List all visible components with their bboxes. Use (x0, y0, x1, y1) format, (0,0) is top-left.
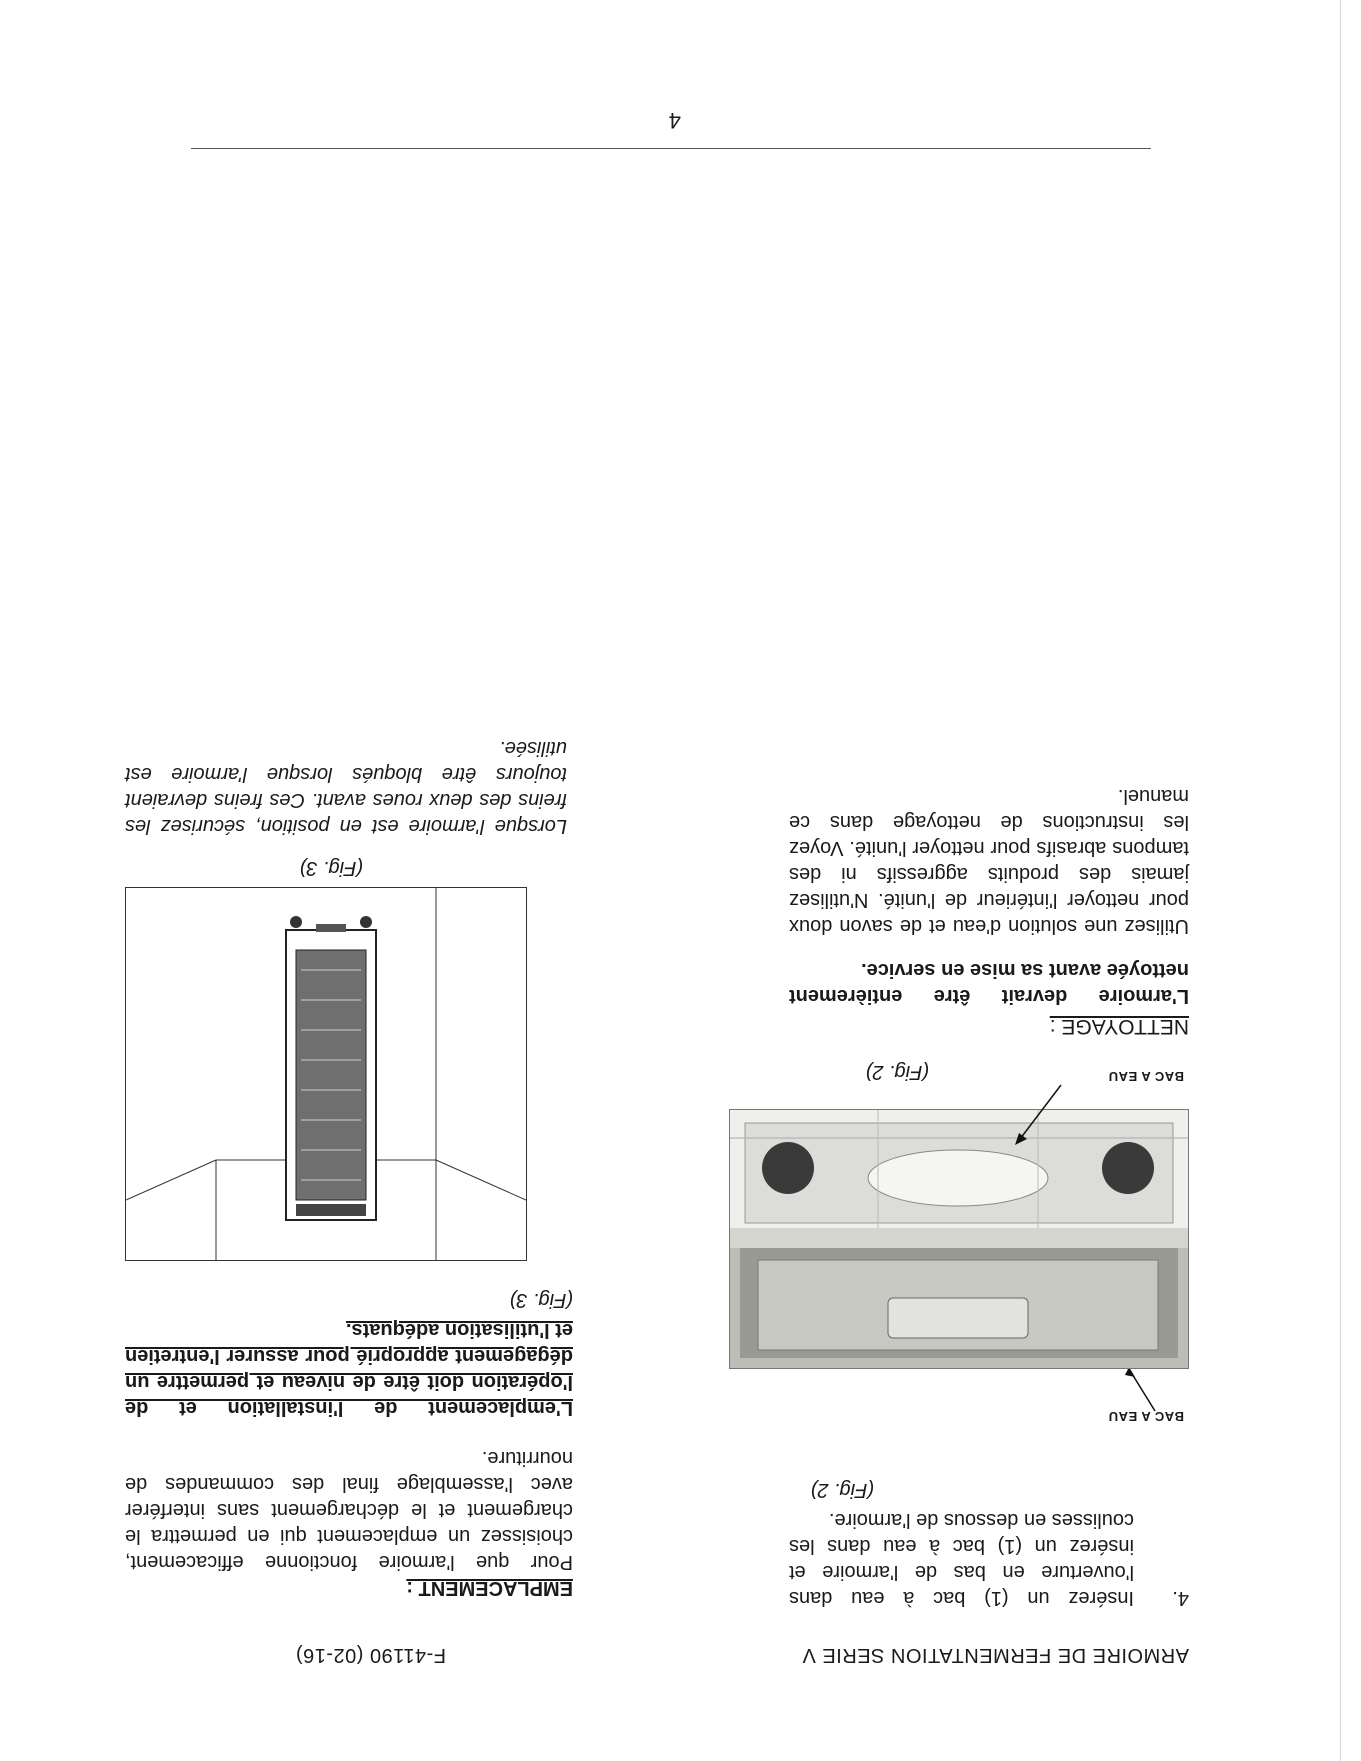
pointer-arrow-icon (1119, 1364, 1159, 1419)
location-requirement: L'emplacement de l'installation et de l'opération doit être de niveau et permettre un dégagement approprié pour assurer l'entretien et l'utilisation adéquats. (125, 1319, 573, 1419)
photo-label-right: BAC A EAU (1108, 1069, 1184, 1084)
fig2-reference: (Fig. 2) (810, 1479, 874, 1501)
step-item (789, 1477, 1189, 1611)
cabinet-illustration (126, 888, 526, 1260)
photo-illustration (730, 1110, 1188, 1368)
right-column (125, 735, 573, 1601)
cleaning-note: L'armoire devrait être entièrement nettoyée avant sa mise en service. (789, 959, 1189, 1007)
cleaning-instructions: Utilisez une solution d'eau et de savon doux pour nettoyer l'intérieur de l'unité. N'utilisez jamais des produits aggressifs ni des tampons abrasifs pour nettoyer l'unité. Voyez les instructions de nettoyage dans ce manuel. (789, 785, 1189, 937)
location-text: Pour que l'armoire fonctionne efficacement, choisissez un emplacement qui en permettra le chargement et le déchargement sans interférer avec l'assemblage final des commandes de nourriture. (125, 1447, 573, 1573)
footer-rule (191, 148, 1151, 149)
fig3-drawing (125, 887, 527, 1261)
step-number: 4. (1172, 1587, 1189, 1609)
fig3-caption: (Fig. 3) (299, 857, 363, 879)
left-column (789, 783, 1189, 1611)
page-number: 4 (668, 108, 681, 133)
cleaning-section (789, 783, 1189, 1039)
photo-label-left: BAC A EAU (1108, 1409, 1184, 1424)
step-text: Insérez un (1) bac à eau dans l'ouverture en bas de l'armoire et insérez un (1) bac à eau dans les coulisses en dessous de l'armoire. (789, 1509, 1134, 1609)
water-pan-photo (729, 1109, 1189, 1369)
document-code: F-41190 (02-16) (295, 1644, 446, 1666)
scan-edge-line (1340, 0, 1341, 1761)
fig2-photo-block (789, 1061, 1189, 1449)
location-heading: EMPLACEMENT : (406, 1577, 573, 1599)
document-title: ARMOIRE DE FERMENTATION SERIE V (801, 1644, 1189, 1666)
pointer-arrow-icon (1009, 1079, 1069, 1149)
brakes-text: Lorsque l'armoire est en position, sécurisez les freins des deux roues avant. Ces freins devraient toujours être bloqués lorsque l'armoire est utilisée. (125, 737, 567, 837)
fig2-photo-caption: (Fig. 2) (865, 1061, 929, 1083)
fig3-reference: (Fig. 3) (509, 1289, 573, 1311)
cleaning-heading: NETTOYAGE : (1049, 1015, 1189, 1038)
